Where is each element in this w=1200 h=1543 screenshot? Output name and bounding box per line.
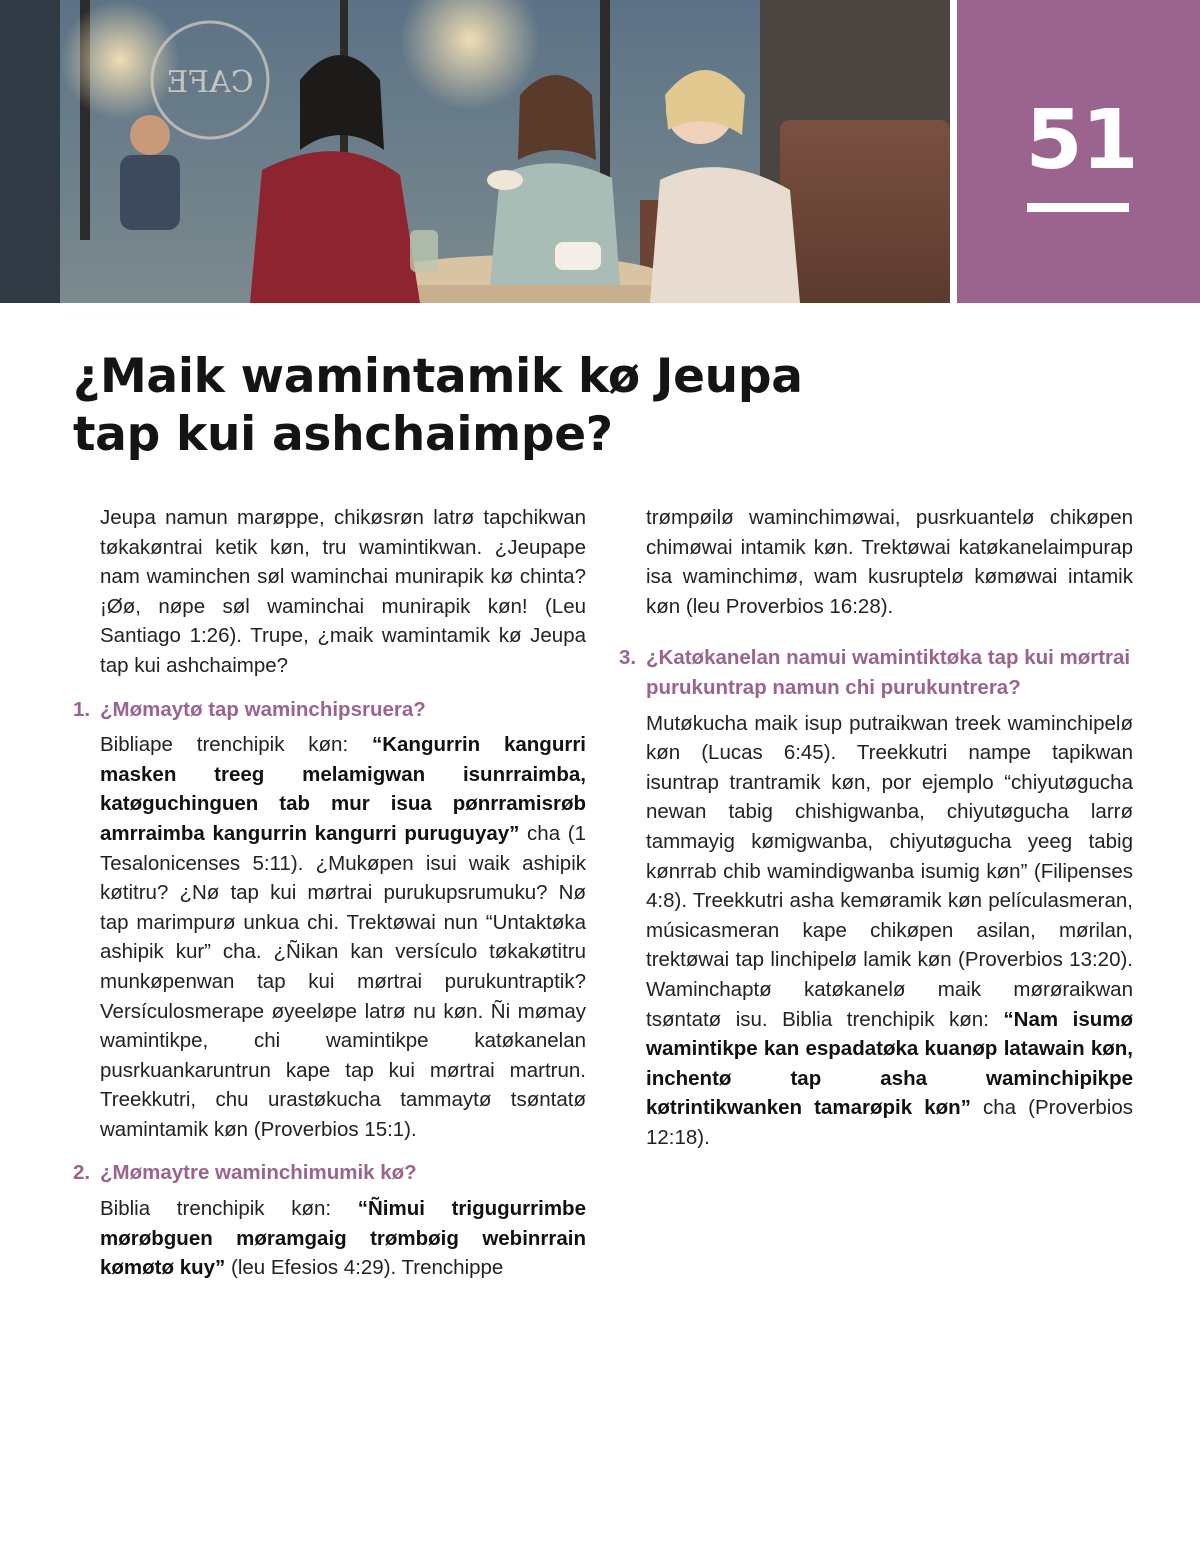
section-2-heading [73,1158,586,1188]
header-photo [0,0,950,303]
intro-paragraph: Jeupa namun marøppe, chikøsrøn latrø tapchikwan tøkakøntrai ketik køn, tru wamintikwan. ¿Jeupape nam waminchen søl waminchai munirapik kø chinta? ¡Øø, nøpe søl waminchai munirapik køn! (Leu Santiago 1:26). Trupe, ¿maik wamintamik kø Jeupa tap kui ashchaimpe? [100,506,586,677]
section-2-verse-quote: “Ñimui trigugurrimbe mørøbguen møramgaig trømbøig webinrrain kømøtø kuy” [100,1197,586,1280]
section-3-verse-quote: “Nam isumø wamintikpe kan espadatøka kuanøp latawain køn, inchentø tap asha waminchipikpe køtrintikwanken tamarøpik køn” [646,1007,1133,1120]
left-column [73,503,586,1283]
section-1-lead: Bibliape trenchipik køn: [100,733,372,757]
section-2-heading-text: ¿Mømaytre waminchimumik kø? [100,1161,417,1185]
section-3-heading-text: ¿Katøkanelan namui wamintiktøka tap kui mørtrai purukuntrap namun chi purukuntrera? [646,646,1131,699]
section-1-verse-quote: “Kangurrin kangurri masken treeg melamigwan isunrraimba, katøguchinguen tab mur isua pønrramisrøb amrraimba kangurrin kangurri puruguyay” [100,733,586,845]
section-3-paragraph [619,709,1133,1153]
section-1-number: 1. [73,697,91,721]
cafe-scene-illustration [0,0,950,303]
section-1-heading [73,695,586,725]
lesson-number: 51 [1025,93,1138,188]
section-3-lead: Mutøkucha maik isup putraikwan treek waminchipelø køn (Lucas 6:45). Treekkutri nampe tapikwan isuntrap trantramik køn, por ejemplo “chiyutøgucha newan tabig chishigwanba, chiyutøgucha larrø tammayig kømigwanba, chiyutøgucha yeeg tabig kønrrab chib wamindigwanba isumig køn” (Filipenses 4:8). Treekkutri asha kemøramik køn películasmeran, músicasmeran kape chikøpen asilan, mørilan, trektøwai tap linchipelø lamik køn (Proverbios 13:20). Waminchaptø katøkanelø maik mørøraikwan tsøntatø isu. Biblia trenchipik køn: [646,711,1133,1031]
section-2-continuation: trømpøilø waminchimøwai, pusrkuantelø chikøpen chimøwai intamik køn. Trektøwai katøkanelaimpurap isa waminchimø, wam kusruptelø kømøwai intamik køn (leu Proverbios 16:28). [646,506,1133,618]
section-3-body: cha (Proverbios 12:18). [646,1096,1133,1149]
section-2-body: (leu Efesios 4:29). Trenchippe [225,1256,504,1280]
section-1-heading-text: ¿Mømaytø tap waminchipsruera? [100,697,426,721]
section-1-paragraph [73,730,586,1144]
cafe-sign-text: CAFE [166,65,254,100]
section-3-number: 3. [619,646,637,670]
lesson-number-underline [1027,203,1129,212]
section-1-body: cha (1 Tesalonicenses 5:11). ¿Mukøpen isui waik ashipik køtitru? ¿Nø tap kui mørtrai purukupsrumuku? Nø tap marimpurø unkua chi. Trektøwai nun “Untaktøka ashipik kur” cha. ¿Ñikan kan versículo tøkakøtitru munkøpenwan tap kui mørtrai purukuntraptik? Versículosmerape øyeeløpe latrø nu køn. Ñi mømay wamintikpe, chi wamintikpe katøkanelan pusrkuankaruntrun kape tap kui mørtrai martrun. Treekkutri, chu urastøkucha tammaytø tsøntatø wamintamik køn (Proverbios 15:1). [100,821,586,1141]
title-line-1: ¿Maik wamintamik kø Jeupa [73,349,803,404]
section-2-number: 2. [73,1161,91,1185]
title-line-2: tap kui ashchaimpe? [73,407,613,462]
right-column [619,503,1133,1152]
section-2-paragraph [73,1194,586,1283]
lesson-number-badge [957,0,1200,303]
section-3-heading [619,643,1133,702]
page-title [73,348,973,464]
section-2-lead: Biblia trenchipik køn: [100,1197,358,1221]
